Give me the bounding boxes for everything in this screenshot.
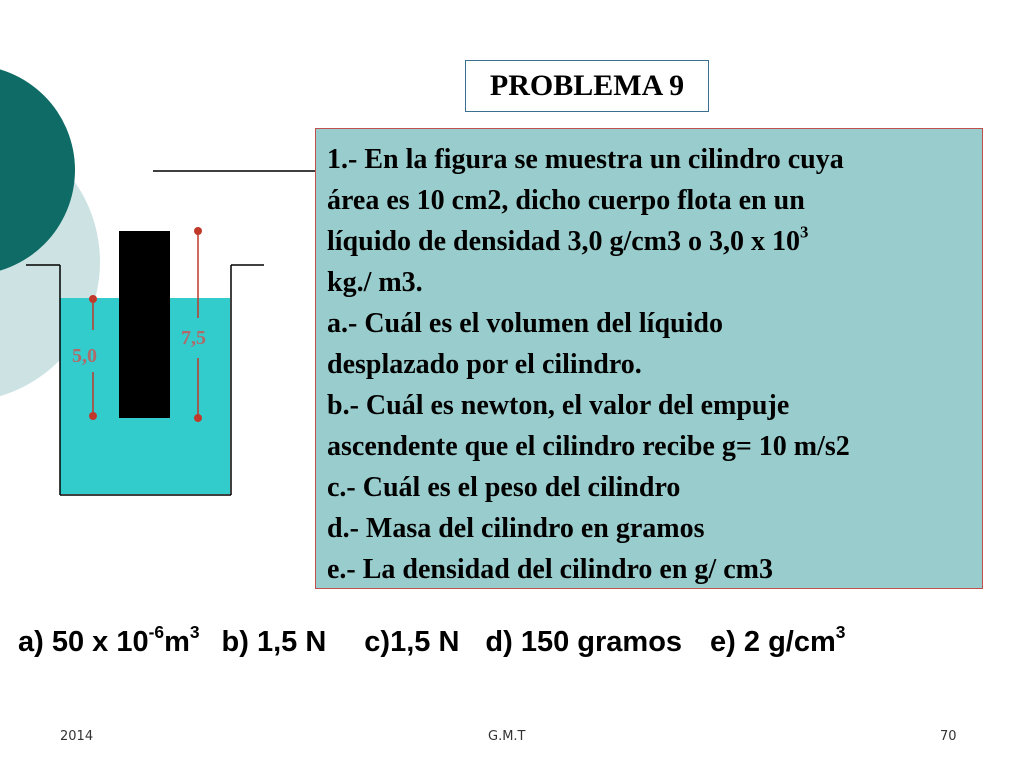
problem-line: desplazado por el cilindro. — [327, 349, 642, 380]
problem-line: 1.- En la figura se muestra un cilindro cuya — [327, 144, 844, 175]
answer-e: e) 2 $g/cm^3$ — [710, 621, 846, 658]
answer-b: b) 1,5 N — [221, 626, 327, 658]
problem-line: kg./ m3. — [327, 267, 423, 298]
question-e: e.- La densidad del cilindro en g/ cm3 — [327, 554, 773, 585]
footer-author: G.M.T — [488, 729, 526, 744]
answers-line — [18, 621, 846, 659]
problem-title: PROBLEMA 9 — [465, 60, 709, 112]
problem-statement — [315, 128, 983, 589]
question-d: d.- Masa del cilindro en gramos — [327, 513, 705, 544]
floating-cylinder — [119, 231, 170, 418]
question-b: b.- Cuál es newton, el valor del empuje — [327, 390, 790, 421]
answer-c: c)1,5 N — [364, 626, 460, 658]
answer-d: d) 150 gramos — [485, 626, 683, 658]
label-5-0: 5,0 — [72, 345, 97, 367]
question-c: c.- Cuál es el peso del cilindro — [327, 472, 681, 503]
answer-a: a) 50 x $10^{-6}m^3$ — [18, 621, 200, 658]
label-7-5: 7,5 — [181, 327, 206, 349]
footer-page-number: 70 — [940, 729, 957, 744]
problem-line: ascendente que el cilindro recibe g= 10 m/s2 — [327, 431, 850, 462]
problem-line: líquido de densidad 3,0 g/cm3 o 3,0 x $10^3$ — [327, 222, 809, 257]
footer-year: 2014 — [60, 729, 94, 744]
problem-line: área es 10 cm2, dicho cuerpo flota en un — [327, 185, 805, 216]
question-a: a.- Cuál es el volumen del líquido — [327, 308, 723, 339]
